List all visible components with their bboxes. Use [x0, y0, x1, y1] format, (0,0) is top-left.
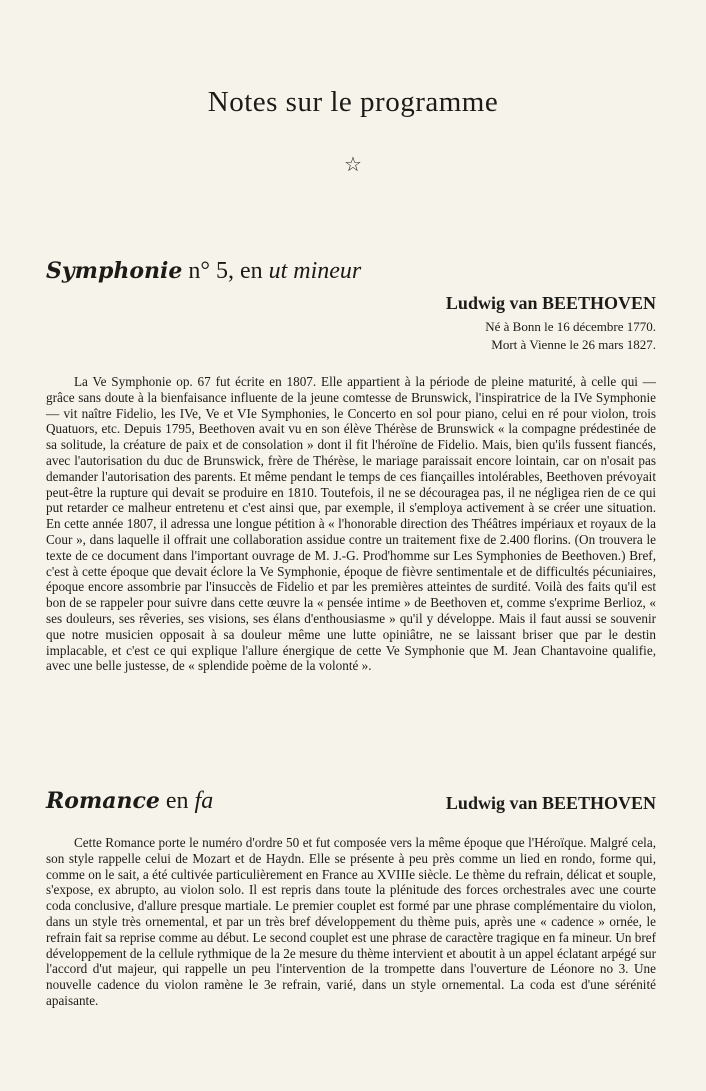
section-title-key: fa	[194, 788, 214, 814]
section-title-main: Romance	[46, 788, 160, 814]
composer-dates	[485, 318, 656, 354]
section-title-key: ut mineur	[268, 258, 362, 284]
section-title-romance	[46, 788, 213, 815]
section-title-rest: en	[159, 788, 195, 814]
composer-name: Ludwig van BEETHOVEN	[445, 293, 656, 313]
section-title-main: Symphonie	[46, 258, 183, 284]
star-icon: ☆	[344, 154, 362, 176]
page-title: Notes sur le programme	[207, 86, 499, 118]
section-title-rest: n° 5, en	[182, 258, 269, 284]
symphony-notes-paragraph: La Ve Symphonie op. 67 fut écrite en 1807. Elle appartient à la période de pleine maturité, à celle qui — grâce sans doute à la bienfaisance influente de la jeune comtesse de Brunswick, l'inspiratrice de la IVe Symphonie — vit naître Fidelio, les IVe, Ve et VIe Symphonies, le Concerto en sol pour piano, celui en ré pour violon, trois Quatuors, etc. Depuis 1795, Beethoven avait vu en son élève Thérèse de Brunswick « la compagne prédestinée de sa solitude, la créature de paix et de consolation » dont il fit l'héroïne de Fidelio. Mais, bien qu'ils fussent fiancés, avec l'autorisation du duc de Brunswick, frère de Thérèse, le mariage paraissait encore lointain, car on n'osait pas demander l'autorisation des parents. Et même pendant le temps de ces fiançailles intolérables, Beethoven prévoyait peut-être la rupture qui devait se produire en 1810. Toutefois, il ne se découragea pas, il ne négligea rien de ce qui put retarder ce malheur entretenu et c'est ainsi que, par exemple, il s'employa activement à se créer une situation. En cette année 1807, il adressa une longue pétition à « l'honorable direction des Théâtres impériaux et royaux de la Cour », dans laquelle il offrait une collaboration assidue contre un traitement fixe de 2.400 florins. (On trouvera le texte de ce document dans l'important ouvrage de M. J.-G. Prod'homme sur Les Symphonies de Beethoven.) Bref, c'est à cette époque que devait éclore la Ve Symphonie, époque de fièvre sentimentale et de difficultés pécuniaires, époque encore assombrie par l'insuccès de Fidelio et par les premières atteintes de surdité. Voilà des faits qu'il est bon de se rappeler pour suivre dans cette œuvre la « pensée intime » de Beethoven et, comme s'exprime Berlioz, « ses douleurs, ses rêveries, ses visions, ses élans d'enthousiasme » qu'il y développe. Mais il faut aussi se souvenir que notre musicien opposait à sa douleur même une lutte opiniâtre, ne se laissant briser que par le destin implacable, et c'est ce qui explique l'allure énergique de cette Ve Symphonie que M. Jean Chantavoine qualifie, avec une belle justesse, de « splendide poème de la volonté ».	[46, 374, 656, 674]
section-title-symphony	[46, 258, 361, 285]
romance-notes-paragraph: Cette Romance porte le numéro d'ordre 50 et fut composée vers la même époque que l'Héroïque. Malgré cela, son style rappelle celui de Mozart et de Haydn. Elle se présente à peu près comme un lied en rondo, forme qui, comme on le sait, a été cultivée particulièrement en France au XVIIIe siècle. Le thème du refrain, délicat et souple, s'expose, ex abrupto, au violon solo. Il est repris dans toute la plénitude des forces orchestrales avec une courte coda conclusive, d'allure presque martiale. Le premier couplet est formé par une phrase complémentaire du violon, dans un style très ornemental, et par un très bref développement du thème puis, après une « cadence » ornée, le refrain fait sa reprise comme au début. Le second couplet est une phrase de caractère tragique en fa mineur. Un bref développement de la cellule rythmique de la 2e mesure du thème intervient et aboutit à un appel éclatant arpégé sur l'accord d'ut majeur, qui rappelle un peu l'intervention de la trompette dans l'ouverture de Léonore no 3. Une nouvelle cadence du violon ramène le 3e refrain, varié, dans un style ornemental. La coda est d'une sérénité apaisante.	[46, 835, 657, 1008]
death-date: Mort à Vienne le 26 mars 1827.	[491, 337, 656, 352]
birth-date: Né à Bonn le 16 décembre 1770.	[485, 319, 656, 334]
composer-name: Ludwig van BEETHOVEN	[445, 793, 656, 813]
